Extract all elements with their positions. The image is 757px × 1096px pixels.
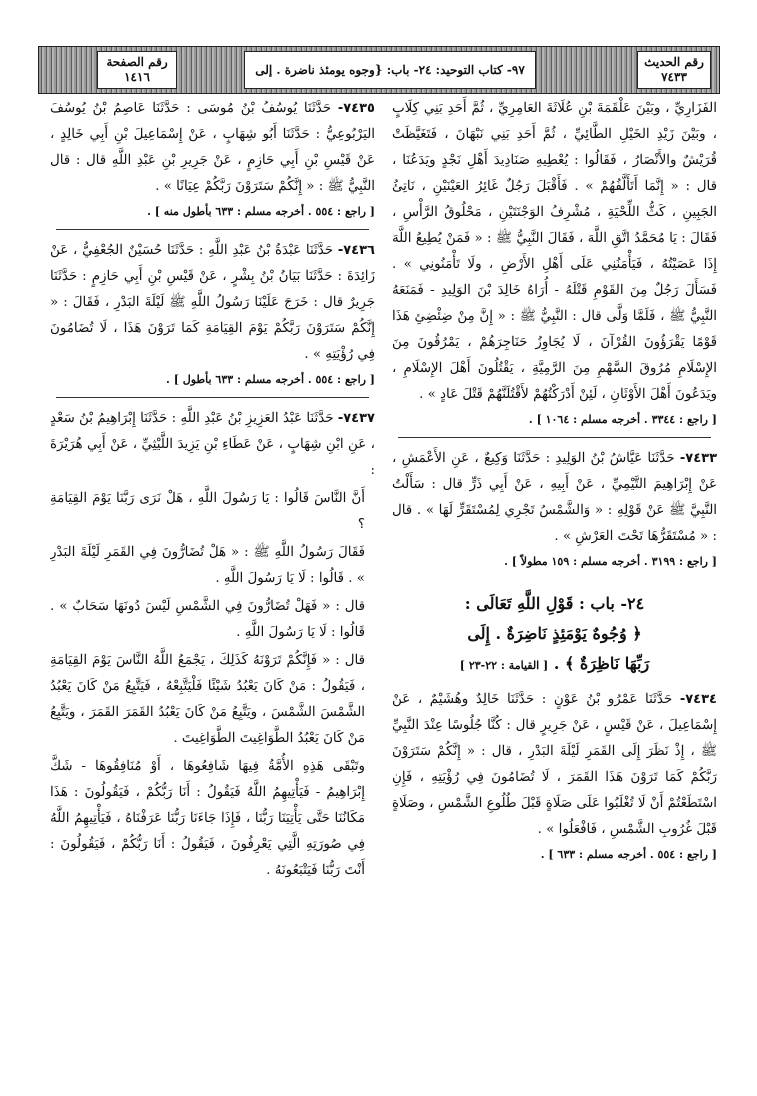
chapter-title: ٢٤- باب : قَوْلِ اللَّهِ تَعَالَى : [464,594,645,613]
verse-reference: [ القيامة : ٢٢-٢٣ ] [459,659,549,672]
hadith-number-box [637,51,711,89]
hadith-7435 [50,96,375,200]
hadith-number: ٧٤٣٣- [679,451,717,466]
page-number-label: رقم الصفحة [106,55,168,69]
page-number: ١٤١٦ [124,70,150,84]
hadith-paragraph: قال : « فَهَلْ تُضَارُّونَ فِي الشَّمْسِ لَيْسَ دُونَهَا سَحَابٌ » . قَالُوا : لَا يَا رَسُولَ اللَّهِ . [50,599,365,640]
hadith-number: ٧٤٣٦- [337,243,375,258]
hadith-7437 [50,406,375,484]
book-title-box [244,51,536,89]
hadith-7434 [392,687,717,843]
hadith-number-range: ٧٤٣٣ [661,70,687,84]
hadith-text: حَدَّثَنَا عَيَّاشُ بْنُ الوَلِيدِ : حَدَّثَنَا وَكِيعٌ ، عَنِ الأَعْمَشِ ، عَنْ إِبْرَاهِيمَ التَّيْمِيِّ ، عَنْ أَبِيهِ ، عَنْ أَبِي ذَرٍّ قال : سَأَلْتُ النَّبِيَّ ﷺ عَنْ قَوْلِهِ : « وَالشَّمْسُ تَجْرِي لِمُسْتَقَرٍّ لَهَا » . قال : « مُسْتَقَرُّهَا تَحْتَ العَرْشِ » . [392,451,717,544]
hadith-7436 [50,238,375,368]
chapter-verse-line2 [392,649,717,681]
page-header [38,46,720,94]
divider [56,229,369,230]
chapter-verse-text: رَبِّهَا نَاظِرَةٌ ﴾ . [553,654,650,673]
hadith-text: حَدَّثَنَا عَبْدَةُ بْنُ عَبْدِ اللَّهِ : حَدَّثَنَا حُسَيْنٌ الجُعْفِيُّ ، عَنْ زَائِدَةَ : حَدَّثَنَا بَيَانُ بْنُ بِشْرٍ ، عَنْ قَيْسِ بْنِ أَبِي حَازِمٍ : حَدَّثَنَا جَرِيرٌ قال : خَرَجَ عَلَيْنَا رَسُولُ اللَّهِ ﷺ لَيْلَةَ البَدْرِ ، فَقَالَ : « إِنَّكُمْ سَتَرَوْنَ رَبَّكُمْ يَوْمَ القِيَامَةِ كَمَا تَرَوْنَ هَذَا ، لَا تُضَامُونَ فِي رُؤْيَتِهِ » . [50,243,375,362]
reference-note: [ راجع : ٣٣٤٤ . أخرجه مسلم : ١٠٦٤ ] . [528,413,717,426]
hadith-paragraph: فَقَالَ رَسُولُ اللَّهِ ﷺ : « هَلْ تُضَارُّونَ فِي القَمَرِ لَيْلَةَ البَدْرِ » . قَالُوا : لَا يَا رَسُولَ اللَّهِ . [50,545,365,586]
left-column [50,96,375,1096]
hadith-7433 [392,446,717,550]
hadith-number: ٧٤٣٧- [337,411,375,426]
hadith-paragraph: قال : « فَإِنَّكُمْ تَرَوْنَهُ كَذَلِكَ ، يَجْمَعُ اللَّهُ النَّاسَ يَوْمَ القِيَامَةِ ، فَيَقُولُ : مَنْ كَانَ يَعْبُدُ شَيْئًا فَلْيَتَّبِعْهُ ، فَيَتَّبِعُ مَنْ كَانَ يَعْبُدُ الشَّمْسَ الشَّمْسَ ، ويَتَّبِعُ مَنْ كَانَ يَعْبُدُ القَمَرَ القَمَرَ ، ويَتَّبِعُ مَنْ كَانَ يَعْبُدُ الطَّوَاغِيتَ الطَّوَاغِيتَ . [50,653,365,746]
hadith-number: ٧٤٣٥- [337,101,375,116]
continued-hadith-text: الفَزَارِيِّ ، وبَيْنَ عَلْقَمَةَ بْنِ عُلَاثَةَ العَامِرِيِّ ، ثُمَّ أَحَدِ بَنِي كِلَابٍ ، وبَيْنَ زَيْدِ الخَيْلِ الطَّائِيِّ ، ثُمَّ أَحَدِ بَنِي نَبْهَانَ ، فَتَغَيَّظَتْ قُرَيْشٌ والأَنْصَارُ ، فَقَالُوا : يُعْطِيهِ صَنَادِيدَ أَهْلِ نَجْدٍ ويَدَعُنَا ، قال : « إِنَّمَا أَتَأَلَّفُهُمْ » . فَأَقْبَلَ رَجُلٌ غَائِرُ العَيْنَيْنِ ، نَاتِئُ الجَبِينِ ، كَثُّ اللِّحْيَةِ ، مُشْرِفُ الوَجْنَتَيْنِ ، مَحْلُوقُ الرَّأْسِ ، فَقَالَ : يَا مُحَمَّدُ اتَّقِ اللَّهَ ، فَقَالَ النَّبِيُّ ﷺ : « فَمَنْ يُطِيعُ اللَّهَ إِذَا عَصَيْتُهُ ، فَيَأْمَنُنِي عَلَى أَهْلِ الأَرْضِ ، ولَا تَأْمَنُونِي » . فَسَأَلَ رَجُلٌ مِنَ القَوْمِ قَتْلَهُ - أُرَاهُ خَالِدَ بْنَ الوَلِيدِ - فَمَنَعَهُ النَّبِيُّ ﷺ ، فَلَمَّا وَلَّى قال : النَّبِيُّ ﷺ : « إِنَّ مِنْ ضِئْضِئِ هَذَا قَوْمًا يَقْرَؤُونَ القُرْآنَ ، لَا يُجَاوِزُ حَنَاجِرَهُمْ ، يَمْرُقُونَ مِنَ الإِسْلَامِ مُرُوقَ السَّهْمِ مِنَ الرَّمِيَّةِ ، يَقْتُلُونَ أَهْلَ الإِسْلَامِ ، ويَدَعُونَ أَهْلَ الأَوْثَانِ ، لَئِنْ أَدْرَكْتُهُمْ لأَقْتُلَنَّهُمْ قَتْلَ عَادٍ » . [392,101,717,402]
divider [398,437,711,438]
right-column [392,96,717,1096]
reference-note: [ راجع : ٥٥٤ . أخرجه مسلم : ٦٣٣ بأطول منه ] . [147,205,375,218]
divider [56,397,369,398]
reference-note: [ راجع : ٣١٩٩ . أخرجه مسلم : ١٥٩ مطولاً ] . [504,555,717,568]
reference-note: [ راجع : ٥٥٤ . أخرجه مسلم : ٦٣٣ ] . [540,848,717,861]
hadith-number-label: رقم الحديث [644,55,704,69]
hadith-text: حَدَّثَنَا عَمْرُو بْنُ عَوْنٍ : حَدَّثَنَا خَالِدٌ وهُشَيْمٌ ، عَنْ إِسْمَاعِيلَ ، عَنْ قَيْسٍ ، عَنْ جَرِيرٍ قال : كُنَّا جُلُوسًا عِنْدَ النَّبِيِّ ﷺ ، إِذْ نَظَرَ إِلَى القَمَرِ لَيْلَةَ البَدْرِ ، قال : « إِنَّكُمْ سَتَرَوْنَ رَبَّكُمْ كَمَا تَرَوْنَ هَذَا القَمَرَ ، لَا تُضَامُونَ فِي رُؤْيَتِهِ ، فَإِنِ اسْتَطَعْتُمْ أَنْ لَا تُغْلَبُوا عَلَى صَلَاةٍ قَبْلَ طُلُوعِ الشَّمْسِ ، وصَلَاةٍ قَبْلَ غُرُوبِ الشَّمْسِ ، فَافْعَلُوا » . [392,692,717,837]
hadith-paragraph: أَنَّ النَّاسَ قَالُوا : يَا رَسُولَ اللَّهِ ، هَلْ نَرَى رَبَّنَا يَوْمَ القِيَامَةِ ؟ [50,491,365,532]
page-number-box [97,51,177,89]
hadith-paragraph: وتَبْقَى هَذِهِ الأُمَّةُ فِيهَا شَافِعُوهَا ، أَوْ مُنَافِقُوهَا - شَكَّ إِبْرَاهِيمُ - فَيَأْتِيهِمُ اللَّهُ فَيَقُولُ : أَنَا رَبُّكُمْ ، فَيَقُولُونَ : هَذَا مَكَانُنَا حَتَّى يَأْتِيَنَا رَبُّنَا ، فَإِذَا جَاءَنَا رَبُّنَا عَرَفْنَاهُ ، فَيَأْتِيهِمُ اللَّهُ فِي صُورَتِهِ الَّتِي يَعْرِفُونَ ، فَيَقُولُ : أَنَا رَبُّكُمْ ، فَيَقُولُونَ : أَنْتَ رَبُّنَا فَيَتْبَعُونَهُ . [50,759,365,878]
hadith-number: ٧٤٣٤- [679,692,717,707]
hadith-text: حَدَّثَنَا عَبْدُ العَزِيزِ بْنُ عَبْدِ اللَّهِ : حَدَّثَنَا إِبْرَاهِيمُ بْنُ سَعْدٍ ، عَنِ ابْنِ شِهَابٍ ، عَنْ عَطَاءِ بْنِ يَزِيدَ اللَّيْثِيِّ ، عَنْ أَبِي هُرَيْرَةَ : [50,411,375,478]
chapter-heading [392,589,717,681]
book-title: ٩٧- كتاب التوحيد: ٢٤- باب: {وجوه يومئذ ناضرة . إلى [255,62,525,77]
chapter-verse-line1: ﴿ وُجُوهٌ يَوْمَئِذٍ نَاضِرَةٌ . إِلَى [467,624,642,643]
hadith-text: حَدَّثَنَا يُوسُفُ بْنُ مُوسَى : حَدَّثَنَا عَاصِمُ بْنُ يُوسُفَ اليَرْبُوعِيُّ : حَدَّثَنَا أَبُو شِهَابٍ ، عَنْ إِسْمَاعِيلَ بْنِ أَبِي خَالِدٍ ، عَنْ قَيْسِ بْنِ أَبِي حَازِمٍ ، عَنْ جَرِيرِ بْنِ عَبْدِ اللَّهِ قال : قال النَّبِيُّ ﷺ : « إِنَّكُمْ سَتَرَوْنَ رَبَّكُمْ عِيَانًا » . [50,101,375,194]
reference-note: [ راجع : ٥٥٤ . أخرجه مسلم : ٦٣٣ بأطول ] . [166,373,375,386]
